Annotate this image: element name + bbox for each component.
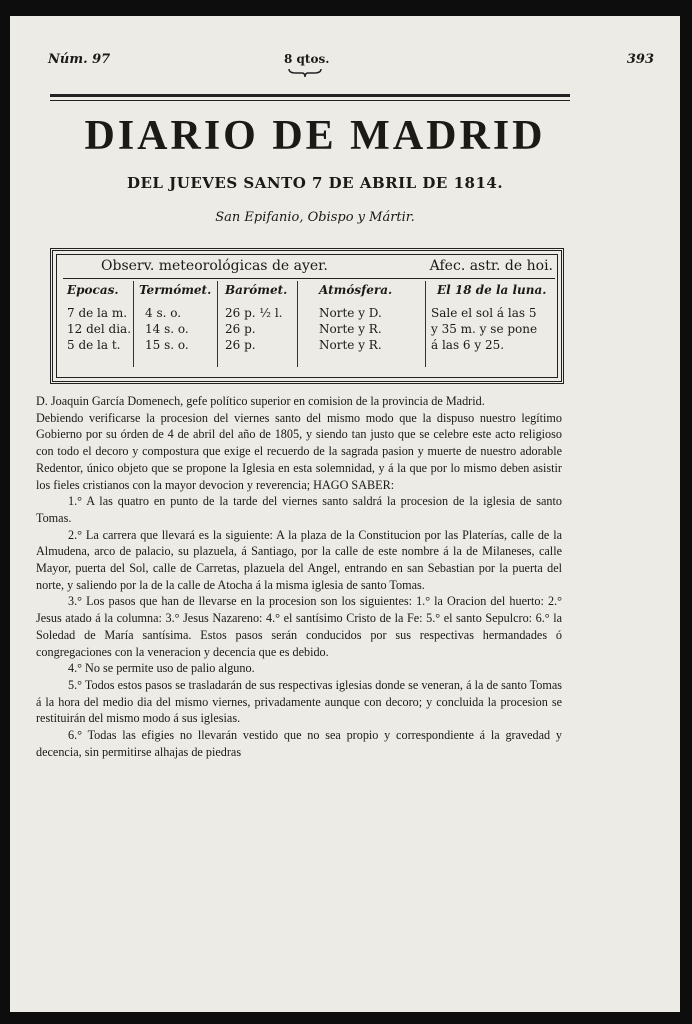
col-luna-header: El 18 de la luna. [437, 283, 547, 297]
met-title: Observ. meteorológicas de ayer. [101, 258, 328, 274]
col-termomet-header: Termómet. [139, 283, 212, 297]
epoca-cell: 7 de la m. [67, 306, 128, 320]
epoca-cell: 12 del dia. [67, 322, 132, 336]
termomet-cell: 14 s. o. [145, 322, 189, 336]
paragraph-article-3: 3.° Los pasos que han de llevarse en la procesion son los siguientes: 1.° la Oracion del huerto: 2.° Jesus atado á la columna: 3.° Jesus Nazareno: 4.° el santísimo Cristo de la Fe: 5.° el santo Sepulcro: 6.° la Soledad de María santísima. Estos pasos serán conducidos por sus respectivas hermandades ó congregaciones con la veneracion y decencia que es debido. [36, 594, 562, 659]
masthead-title: DIARIO DE MADRID [84, 113, 546, 159]
baromet-cell: 26 p. [225, 338, 256, 352]
baromet-cell: 26 p. [225, 322, 256, 336]
paragraph-article-1: 1.° A las quatro en punto de la tarde del viernes santo saldrá la procesion de la iglesia de santo Tomas. [36, 494, 562, 525]
astro-title: Afec. astr. de hoi. [429, 258, 553, 274]
termomet-cell: 15 s. o. [145, 338, 189, 352]
page-number: 393 [626, 52, 654, 67]
atmosfera-cell: Norte y D. [319, 306, 382, 320]
col-baromet-header: Barómet. [225, 283, 288, 297]
issue-number: Núm. 97 [48, 52, 111, 67]
paragraph-article-4: 4.° No se permite uso de palio alguno. [68, 661, 255, 676]
top-rule-thick [50, 94, 570, 97]
epoca-cell: 5 de la t. [67, 338, 121, 352]
issue-date: DEL JUEVES SANTO 7 DE ABRIL DE 1814. [126, 174, 504, 192]
col-atmosfera-header: Atmósfera. [319, 283, 393, 297]
issue-price: 8 qtos. [284, 52, 330, 66]
baromet-cell: 26 p. ½ l. [225, 306, 283, 320]
col-divider [297, 281, 298, 367]
atmosfera-cell: Norte y R. [319, 338, 382, 352]
col-divider [425, 281, 426, 367]
col-divider [133, 281, 134, 367]
luna-cell: y 35 m. y se pone [431, 322, 538, 336]
luna-cell: á las 6 y 25. [431, 338, 505, 352]
meteorological-table [50, 248, 564, 384]
article-body [36, 393, 562, 760]
table-rule [63, 278, 555, 279]
col-epocas-header: Epocas. [67, 283, 119, 297]
paragraph-article-2: 2.° La carrera que llevará es la siguiente: A la plaza de la Constitucion por las Platerías, calle de la Almudena, arco de palacio, su plazuela, á Santiago, por la calle de este nombre á la de Milaneses, calle Mayor, puerta del Sol, calle de Carretas, plazuela del Angel, entrando en san Sebastian por la puerta del norte, y saliendo por la de la calle de Atocha á la misma iglesia de santo Tomas. [36, 527, 562, 592]
newspaper-page [10, 16, 680, 1012]
paragraph-article-5: 5.° Todos estos pasos se trasladarán de sus respectivas iglesias donde se veneran, á la de santo Tomas á la hora del medio dia del mismo viernes, privadamente aunque con decoro; y concluida la procesion se restituirán del mismo modo á sus iglesias. [36, 677, 562, 726]
col-divider [217, 281, 218, 367]
luna-cell: Sale el sol á las 5 [431, 306, 537, 320]
paragraph-preamble: Debiendo verificarse la procesion del viernes santo del mismo modo que la dispuso nuestro legítimo Gobierno por su órden de 4 de abril del año de 1805, y siendo tan justo que se celebre este acto religioso con todo el decoro y compostura que exige el recuerdo de la sagrada pasion y muerte de nuestro adorable Redentor, único objeto que se propone la Iglesia en esta solemnidad, y á la que por lo mismo deben asistir los fieles cristianos con la mayor devocion y reverencia; HAGO SABER: [36, 410, 562, 492]
top-rule-thin [50, 100, 570, 101]
paragraph-article-6: 6.° Todas las efigies no llevarán vestido que no sea propio y correspondiente á la gravedad y decencia, sin permitirse alhajas de piedras [36, 728, 562, 759]
atmosfera-cell: Norte y R. [319, 322, 382, 336]
brace-ornament-icon [288, 68, 322, 78]
paragraph-official: D. Joaquin García Domenech, gefe político superior en comision de la provincia de Madrid. [36, 394, 485, 408]
termomet-cell: 4 s. o. [145, 306, 182, 320]
saint-of-day: San Epifanio, Obispo y Mártir. [215, 210, 415, 225]
